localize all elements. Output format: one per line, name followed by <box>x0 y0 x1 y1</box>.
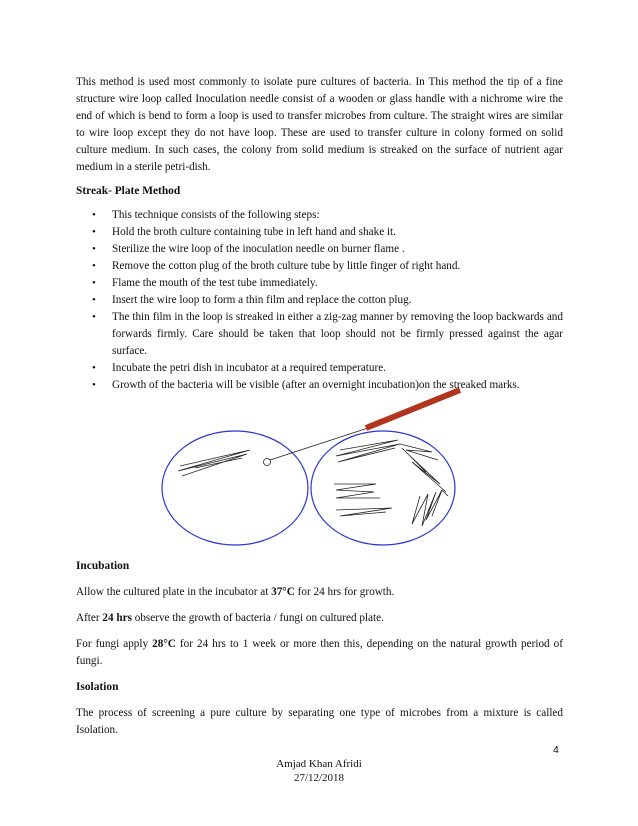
list-item: • Incubate the petri dish in incubator at a required temperature. <box>76 360 563 377</box>
text-segment: observe the growth of bacteria / fungi on cultured plate. <box>131 612 384 624</box>
wire-loop-tip <box>264 459 271 466</box>
left-streak-marks <box>178 450 250 476</box>
footer-author: Amjad Khan Afridi <box>276 758 362 770</box>
lower-content <box>76 558 563 739</box>
incubation-heading: Incubation <box>76 560 130 572</box>
temperature-value: 37°C <box>271 586 295 598</box>
needle-handle-icon <box>366 390 460 428</box>
text-segment: Allow the cultured plate in the incubator at <box>76 586 272 598</box>
right-petri-dish <box>311 431 455 545</box>
page-number: 4 <box>553 744 559 756</box>
text-segment: For fungi apply <box>76 638 153 650</box>
main-content <box>76 74 563 394</box>
text-segment: After <box>76 612 103 624</box>
list-item: • Flame the mouth of the test tube immediately. <box>76 275 563 292</box>
incubation-line-3 <box>76 636 563 670</box>
duration-value: 24 hrs <box>102 612 132 624</box>
streak-plate-heading: Streak- Plate Method <box>76 185 181 197</box>
incubation-line-1 <box>76 584 563 601</box>
list-item: • The thin film in the loop is streaked in either a zig-zag manner by removing the loop backwards and forwards firmly. Care should be taken that loop should not be firmly pressed against the agar surface. <box>76 309 563 360</box>
temperature-value: 28°C <box>152 638 176 650</box>
intro-paragraph: This method is used most commonly to isolate pure cultures of bacteria. In This method the tip of a fine structure wire loop called Inoculation needle consist of a wooden or glass handle with a nichrome wire the end of which is bend to form a loop is used to transfer microbes from culture. The straight wires are similar to wire loop except they do not have loop. These are used to transfer culture in colony formed on solid culture medium. In such cases, the colony from solid medium is streaked on the surface of nutrient agar medium in a sterile petri-dish. <box>76 76 563 173</box>
footer-date: 27/12/2018 <box>293 772 345 784</box>
list-item: • Remove the cotton plug of the broth culture tube by little finger of right hand. <box>76 258 563 275</box>
text-segment: for 24 hrs to 1 week or more then this, depending on the natural growth period of fungi. <box>76 638 563 667</box>
streak-steps-list <box>76 207 563 394</box>
isolation-heading: Isolation <box>76 681 119 693</box>
text-segment: for 24 hrs for growth. <box>294 586 395 598</box>
page-footer <box>0 757 638 785</box>
streak-plate-figure <box>150 388 470 548</box>
list-item: • Hold the broth culture containing tube in left hand and shake it. <box>76 224 563 241</box>
incubation-line-2 <box>76 610 563 627</box>
list-item: • This technique consists of the following steps: <box>76 207 563 224</box>
isolation-paragraph: The process of screening a pure culture by separating one type of microbes from a mixture is called Isolation. <box>76 707 563 736</box>
list-item: • Insert the wire loop to form a thin film and replace the cotton plug. <box>76 292 563 309</box>
left-petri-dish <box>162 431 308 545</box>
inoculation-wire <box>270 428 368 460</box>
list-item: • Sterilize the wire loop of the inoculation needle on burner flame . <box>76 241 563 258</box>
list-item: • Growth of the bacteria will be visible (after an overnight incubation)on the streaked marks. <box>76 377 563 394</box>
right-streak-marks <box>334 440 448 526</box>
